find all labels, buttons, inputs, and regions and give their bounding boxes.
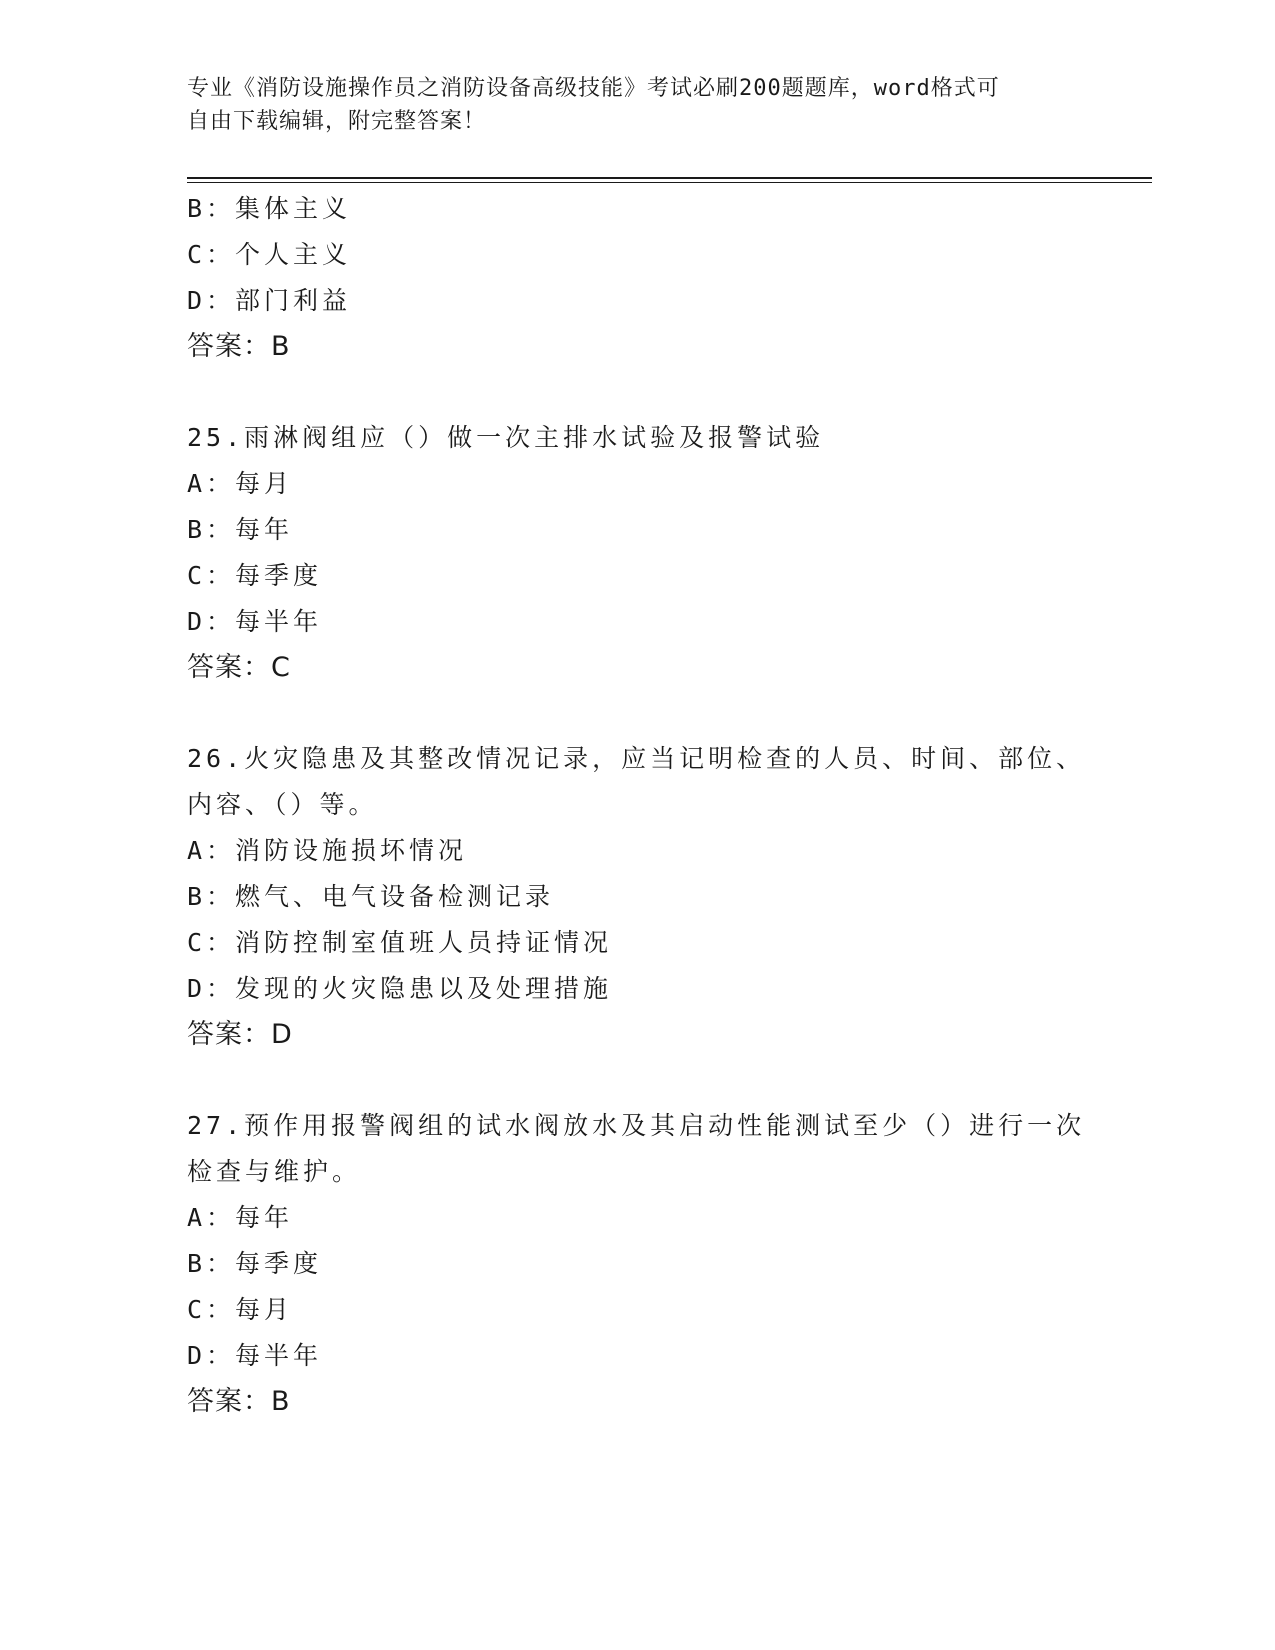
question-text-line-2: 内容、（）等。 (187, 790, 378, 819)
option-c: C：消防控制室值班人员持证情况 (187, 928, 613, 957)
answer-line: 答案：D (187, 1019, 293, 1050)
option-b: B：集体主义 (187, 194, 352, 223)
option-b: B：燃气、电气设备检测记录 (187, 882, 555, 911)
question-text-line-1: 26.火灾隐患及其整改情况记录，应当记明检查的人员、时间、部位、 (187, 744, 1086, 773)
question-25 (187, 415, 1087, 691)
option-b: B：每年 (187, 515, 294, 544)
question-content (187, 186, 1087, 1425)
answer-line: 答案：B (187, 1386, 291, 1417)
question-26 (187, 736, 1087, 1058)
question-text: 25.雨淋阀组应（）做一次主排水试验及报警试验 (187, 423, 825, 452)
option-c: C：每月 (187, 1295, 294, 1324)
document-header (187, 72, 1067, 138)
option-a: A：每月 (187, 469, 294, 498)
question-24 (187, 186, 1087, 370)
answer-line: 答案：C (187, 652, 291, 683)
answer-line: 答案：B (187, 331, 291, 362)
option-d: D：每半年 (187, 1341, 323, 1370)
option-b: B：每季度 (187, 1249, 323, 1278)
question-27 (187, 1103, 1087, 1425)
option-d: D：每半年 (187, 607, 323, 636)
header-title-line-1: 专业《消防设施操作员之消防设备高级技能》考试必刷200题题库，word格式可 (187, 76, 1000, 101)
option-c: C：每季度 (187, 561, 323, 590)
question-text-line-2: 检查与维护。 (187, 1157, 362, 1186)
option-d: D：发现的火灾隐患以及处理措施 (187, 974, 613, 1003)
option-a: A：消防设施损坏情况 (187, 836, 468, 865)
option-a: A：每年 (187, 1203, 294, 1232)
option-d: D：部门利益 (187, 286, 352, 315)
header-title-line-2: 自由下载编辑，附完整答案！ (187, 109, 487, 134)
option-c: C：个人主义 (187, 240, 352, 269)
header-divider (187, 177, 1152, 183)
question-text-line-1: 27.预作用报警阀组的试水阀放水及其启动性能测试至少（）进行一次 (187, 1111, 1086, 1140)
